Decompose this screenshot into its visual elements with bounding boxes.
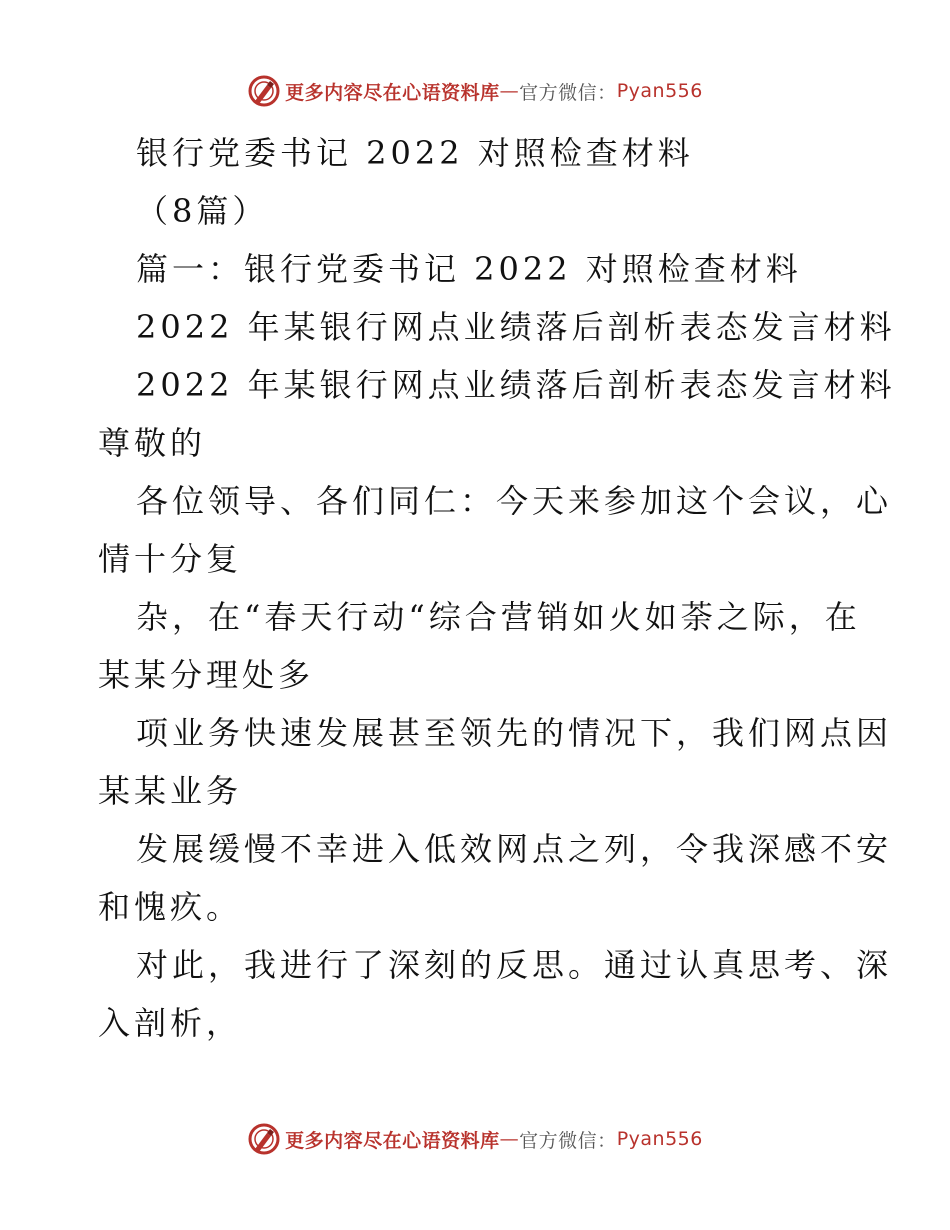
text-line: 各位领导、各们同仁：今天来参加这个会议，心 (136, 482, 893, 520)
text-line: 2022 年某银行网点业绩落后剖析表态发言材料 (136, 308, 896, 346)
text-line: 某某分理处多 (98, 656, 315, 694)
text-line: 某某业务 (98, 772, 243, 810)
text-line: 项业务快速发展甚至领先的情况下，我们网点因 (136, 714, 893, 752)
text-line: 2022 年某银行网点业绩落后剖析表态发言材料 (136, 366, 896, 404)
footer-watermark (0, 1121, 950, 1157)
text-line: 尊敬的 (98, 424, 207, 462)
watermark-wechat-label: 官方微信： (519, 1129, 617, 1152)
text-line: 对此，我进行了深刻的反思。通过认真思考、深 (136, 946, 893, 984)
watermark-wechat-id: Pyan556 (616, 80, 703, 102)
text-line: 情十分复 (98, 540, 243, 578)
text-line: 发展缓慢不幸进入低效网点之列，令我深感不安 (136, 830, 893, 868)
pen-circle-icon (247, 74, 281, 108)
text-line: 和愧疚。 (98, 888, 243, 926)
text-line: 杂，在“春天行动“综合营销如火如荼之际，在 (136, 598, 861, 636)
watermark-site-text: 更多内容尽在心语资料库 (285, 1129, 500, 1152)
watermark-dash: — (499, 1128, 520, 1150)
watermark-dash: — (499, 80, 520, 102)
document-subtitle: （8篇） (136, 192, 269, 230)
section-heading: 篇一：银行党委书记 2022 对照检查材料 (136, 250, 802, 288)
document-title: 银行党委书记 2022 对照检查材料 (136, 134, 694, 172)
watermark-site-text: 更多内容尽在心语资料库 (285, 81, 500, 104)
watermark-wechat-label: 官方微信： (519, 81, 617, 104)
header-watermark (0, 73, 950, 109)
document-body (98, 124, 896, 1052)
pen-circle-icon (247, 1122, 281, 1156)
watermark-wechat-id: Pyan556 (616, 1128, 703, 1150)
text-line: 入剖析， (98, 1004, 243, 1042)
